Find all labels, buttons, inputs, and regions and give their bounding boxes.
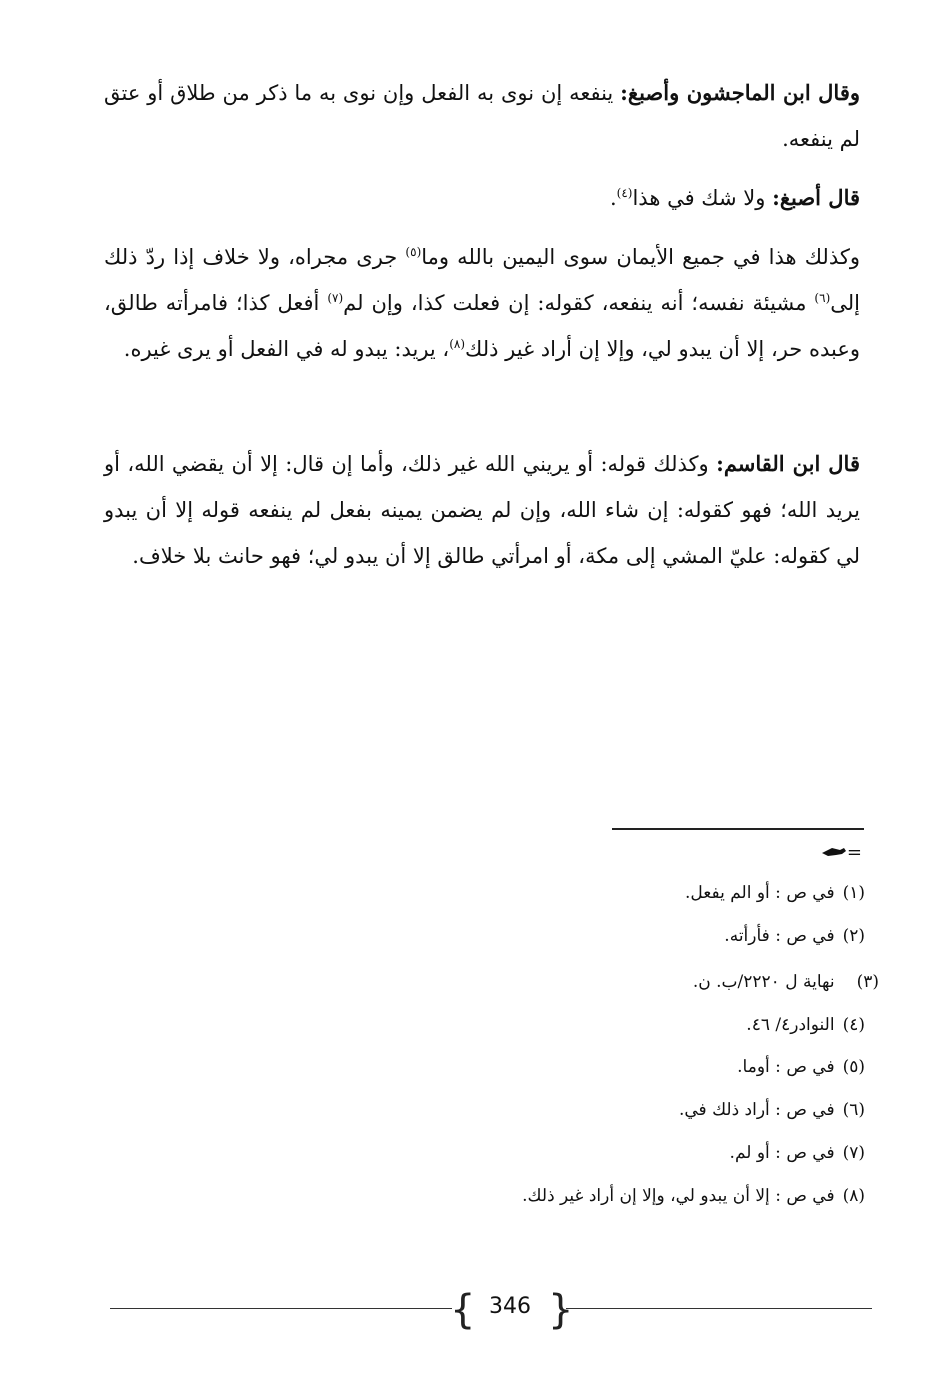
paragraph-text: أفعل كذا؛ فامرأته طالق، وعبده حر، إلا أن يبدو لي، وإلا إن أراد غير ذلك — [104, 291, 860, 361]
footnote-ref: (٦) — [814, 291, 831, 305]
paragraph-4 — [104, 441, 860, 579]
footnote-number: (٧) — [842, 1143, 865, 1163]
footnote-continuation-mark — [818, 842, 862, 868]
footnote-ref: (٥) — [405, 245, 422, 259]
paragraph-text: وكذلك هذا في جميع الأيمان سوى اليمين بالله وما — [421, 245, 860, 269]
footnote-ref: (٨) — [449, 337, 466, 351]
footnote-text: في ص : فأرأته. — [724, 926, 835, 946]
speaker-label: قال أصبغ: — [772, 185, 860, 210]
footnote-text: في ص : أو الم يفعل. — [685, 883, 835, 903]
footnote-text: في ص : إلا أن يبدو لي، وإلا إن أراد غير ذلك. — [522, 1186, 835, 1206]
continuation-sign: = — [846, 842, 862, 863]
footer-rule-left — [110, 1308, 452, 1309]
footnote-item — [679, 1098, 865, 1122]
footnote-text: في ص : أوما. — [737, 1057, 835, 1077]
paragraph-3 — [104, 234, 860, 372]
footnote-item — [730, 1141, 865, 1165]
footnote-ref: (٤) — [616, 186, 633, 200]
footnote-item — [724, 924, 865, 948]
footnote-number: (٢) — [842, 926, 865, 946]
footnote-number: (٥) — [842, 1057, 865, 1077]
footnote-text: في ص : أو لم. — [729, 1143, 835, 1163]
footnote-item — [685, 881, 865, 905]
footnote-number: (١) — [842, 883, 865, 903]
footnote-number: (٣) — [856, 972, 879, 992]
speaker-label: قال ابن القاسم: — [716, 451, 860, 476]
footnote-number: (٨) — [842, 1186, 865, 1206]
speaker-label: وقال ابن الماجشون وأصبغ: — [620, 80, 860, 105]
paragraph-text: ولا شك في هذا — [632, 186, 773, 210]
paragraph-1 — [104, 70, 860, 162]
footnote-separator — [612, 828, 864, 830]
paragraph-text: جرى مجراه، ولا خلاف إذا ردّ ذلك إلى — [104, 245, 860, 315]
footnote-item — [522, 1184, 865, 1208]
paragraph-text: . — [609, 186, 617, 210]
paragraph-text: مشيئة نفسه؛ أنه ينفعه، كقوله: إن فعلت كذا، وإن لم — [343, 291, 815, 315]
footer-rule-right — [566, 1308, 872, 1309]
footnote-text: النوادر٤/ ٤٦. — [746, 1015, 835, 1035]
paragraph-text: وكذلك قوله: أو يريني الله غير ذلك، وأما إن قال: إلا أن يقضي الله، أو يريد الله؛ فهو كقوله: إن شاء الله، وإن لم يضمن يمينه بفعل لم ينفعه قوله إلا أن يبدو لي كقوله: عليّ المشي إلى مكة، أو امرأتي طالق إلا أن يبدو لي؛ فهو حانث بلا خلاف. — [104, 452, 860, 568]
footnote-text: في ص : أراد ذلك في. — [678, 1100, 835, 1120]
page-number-bracket-left: { — [450, 1287, 476, 1333]
page-number-bracket-right: } — [548, 1287, 574, 1333]
paragraph-2 — [104, 175, 860, 221]
footnote-item — [737, 1055, 865, 1079]
paragraph-text: ينفعه إن نوى به الفعل وإن نوى به ما ذكر من طلاق أو عتق لم ينفعه. — [104, 81, 860, 151]
paragraph-text: ، يريد: يبدو له في الفعل أو يرى غيره. — [123, 337, 450, 361]
footnote-number: (٦) — [842, 1100, 865, 1120]
page-number: 346 — [489, 1294, 531, 1319]
footnote-number: (٤) — [842, 1015, 865, 1035]
footnote-ref: (٧) — [327, 291, 344, 305]
footnote-text: نهاية ل ٢٢٢٠/ب. ن. — [692, 972, 835, 992]
footnote-item — [746, 1013, 865, 1037]
footnote-item — [693, 970, 879, 994]
